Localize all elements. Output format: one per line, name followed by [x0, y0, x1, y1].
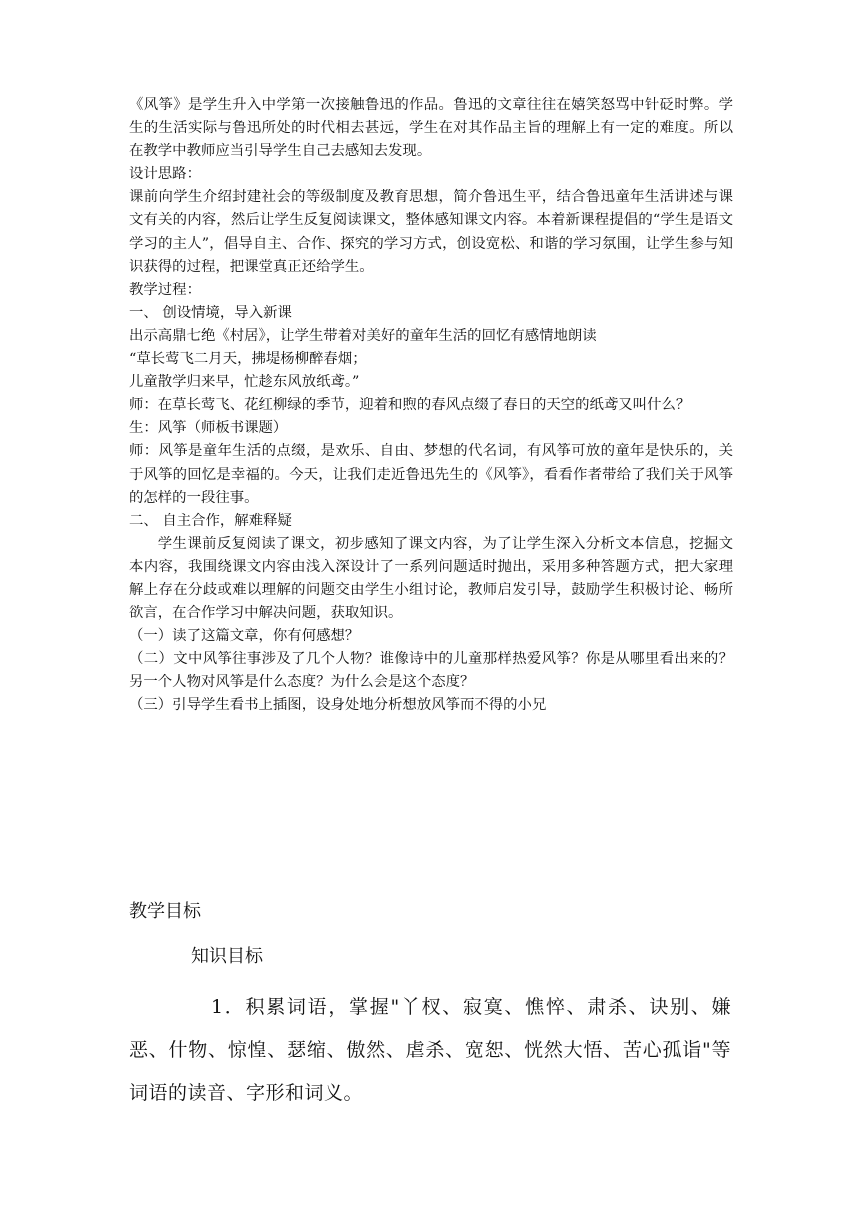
- design-heading: 设计思路：: [129, 166, 201, 183]
- question-1: （一）读了这篇文章，你有何感想？: [129, 628, 360, 645]
- teacher-question: 师：在草长莺飞、花红柳绿的季节，迎着和煦的春风点缀了春日的天空的纸鸢又叫什么？: [129, 397, 691, 414]
- step1-heading: 一、 创设情境，导入新课: [129, 304, 292, 321]
- lesson-plan-text: [129, 94, 733, 718]
- process-heading: 教学过程：: [129, 281, 201, 298]
- teacher-talk: 师：风筝是童年生活的点缀，是欢乐、自由、梦想的代名词，有风筝可放的童年是快乐的，关于风筝的回忆是幸福的。今天，让我们走近鲁迅先生的《风筝》，看看作者带给了我们关于风筝的怎样的一段往事。: [129, 443, 733, 506]
- objective-item-1: 1．积累词语，掌握"丫杈、寂寞、憔悴、肃杀、诀别、嫌恶、什物、惊惶、瑟缩、傲然、虐杀、宽恕、恍然大悟、苦心孤诣"等词语的读音、字形和词义。: [129, 996, 731, 1104]
- knowledge-objective-heading: 知识目标: [191, 946, 263, 967]
- question-3: （三）引导学生看书上插图，设身处地分析想放风筝而不得的小兄: [129, 697, 547, 714]
- step2-paragraph: 学生课前反复阅读了课文，初步感知了课文内容，为了让学生深入分析文本信息，挖掘文本内容，我围绕课文内容由浅入深设计了一系列问题适时抛出，采用多种答题方式，把大家理解上存在分歧或难以理解的问题交由学生小组讨论，教师启发引导，鼓励学生积极讨论、畅所欲言，在合作学习中解决问题，获取知识。: [129, 535, 733, 622]
- objectives-heading: 教学目标: [129, 901, 201, 922]
- intro-paragraph: 《风筝》是学生升入中学第一次接触鲁迅的作品。鲁迅的文章往往在嬉笑怒骂中针砭时弊。学生的生活实际与鲁迅所处的时代相去甚远，学生在对其作品主旨的理解上有一定的难度。所以在教学中教师应当引导学生自己去感知去发现。: [129, 97, 733, 160]
- step1-intro: 出示高鼎七绝《村居》，让学生带着对美好的童年生活的回忆有感情地朗读: [129, 327, 597, 344]
- poem-line-1: “草长莺飞二月天，拂堤杨柳醉春烟；: [129, 351, 367, 368]
- poem-line-2: 儿童散学归来早，忙趁东风放纸鸢。”: [129, 374, 360, 391]
- student-answer: 生：风筝（师板书课题）: [129, 420, 288, 437]
- step2-heading: 二、 自主合作，解难释疑: [129, 512, 292, 529]
- design-paragraph: 课前向学生介绍封建社会的等级制度及教育思想，简介鲁迅生平，结合鲁迅童年生活讲述与课文有关的内容，然后让学生反复阅读课文，整体感知课文内容。本着新课程提倡的“学生是语文学习的主人”，倡导自主、合作、探究的学习方式，创设宽松、和谐的学习氛围，让学生参与知识获得的过程，把课堂真正还给学生。: [129, 189, 733, 275]
- question-2: （二）文中风筝往事涉及了几个人物？谁像诗中的儿童那样热爱风筝？你是从哪里看出来的？另一个人物对风筝是什么态度？为什么会是这个态度？: [129, 651, 733, 691]
